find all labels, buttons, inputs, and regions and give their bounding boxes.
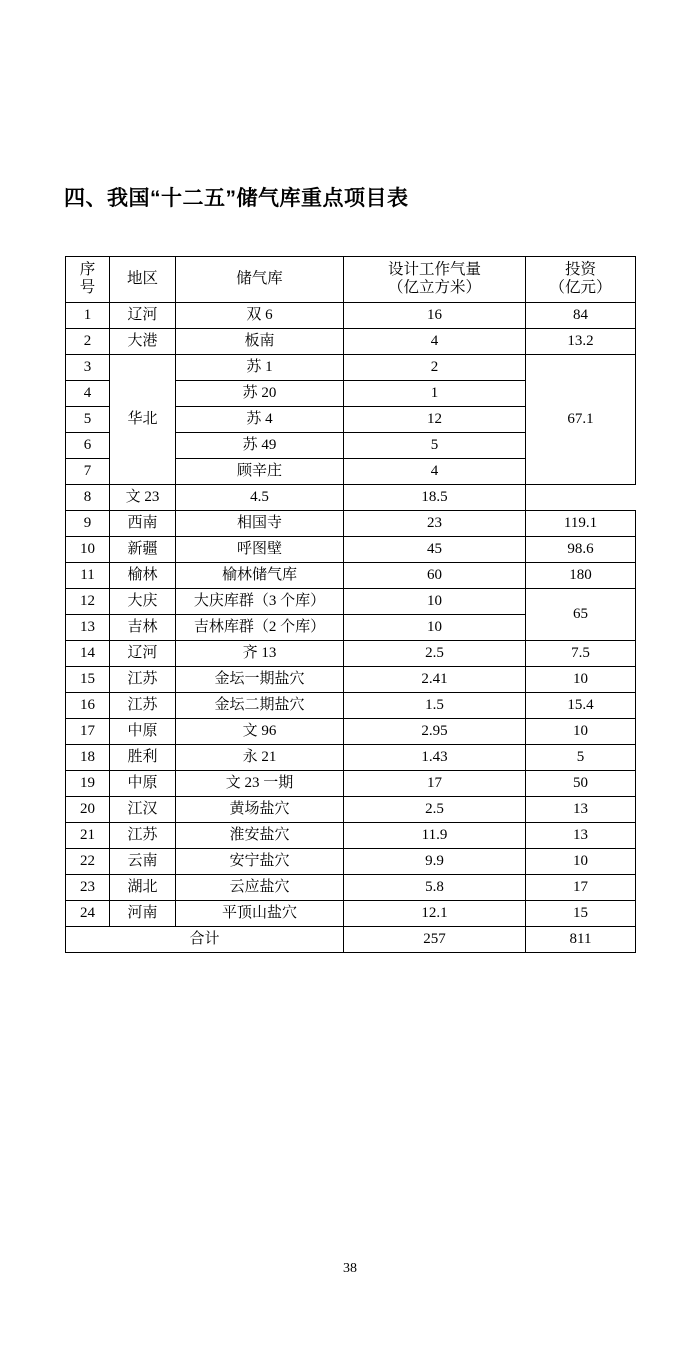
cell-region: 中原 [110,718,176,744]
cell-invest: 65 [526,588,636,640]
cell-no: 22 [66,848,110,874]
cell-storage: 苏 20 [176,380,344,406]
cell-region: 大港 [110,328,176,354]
cell-no: 14 [66,640,110,666]
cell-storage: 齐 13 [176,640,344,666]
cell-invest: 98.6 [526,536,636,562]
table-row [66,744,636,770]
cell-no: 17 [66,718,110,744]
cell-no: 24 [66,900,110,926]
gas-storage-table-container [65,256,635,953]
cell-invest: 18.5 [344,484,526,510]
column-header-investment-line1: 投资 [564,261,596,278]
table-row [66,588,636,614]
cell-invest: 13.2 [526,328,636,354]
cell-total-gas: 257 [344,926,526,952]
cell-storage: 苏 49 [176,432,344,458]
cell-storage: 榆林储气库 [176,562,344,588]
cell-storage: 苏 1 [176,354,344,380]
cell-storage: 淮安盐穴 [176,822,344,848]
cell-total-invest: 811 [526,926,636,952]
cell-region: 中原 [110,770,176,796]
cell-gas: 5.8 [344,874,526,900]
cell-no: 10 [66,536,110,562]
cell-no: 5 [66,406,110,432]
column-header-no [66,257,110,303]
cell-invest: 50 [526,770,636,796]
cell-region: 河南 [110,900,176,926]
cell-storage: 双 6 [176,302,344,328]
cell-gas: 10 [344,614,526,640]
cell-no: 21 [66,822,110,848]
cell-storage: 安宁盐穴 [176,848,344,874]
cell-invest: 10 [526,666,636,692]
cell-region: 辽河 [110,640,176,666]
cell-storage: 平顶山盐穴 [176,900,344,926]
cell-gas: 17 [344,770,526,796]
cell-storage: 文 23 一期 [176,770,344,796]
table-body [66,302,636,952]
cell-region: 湖北 [110,874,176,900]
table-header [66,257,636,303]
cell-no: 15 [66,666,110,692]
table-row [66,822,636,848]
cell-total-label: 合计 [66,926,344,952]
cell-gas: 2.5 [344,796,526,822]
cell-gas: 5 [344,432,526,458]
cell-storage: 大庆库群（3 个库） [176,588,344,614]
cell-no: 6 [66,432,110,458]
cell-no: 2 [66,328,110,354]
cell-invest: 7.5 [526,640,636,666]
cell-region: 华北 [110,354,176,484]
column-header-gas-volume-line1: 设计工作气量 [387,261,481,278]
cell-no: 16 [66,692,110,718]
table-total-row [66,926,636,952]
cell-no: 9 [66,510,110,536]
cell-gas: 12 [344,406,526,432]
column-header-no-line1: 序 [79,261,96,278]
cell-region: 江苏 [110,692,176,718]
cell-no: 7 [66,458,110,484]
table-row [66,640,636,666]
cell-storage: 文 96 [176,718,344,744]
cell-storage: 文 23 [110,484,176,510]
cell-invest: 15 [526,900,636,926]
table-row [66,666,636,692]
cell-region: 江苏 [110,666,176,692]
cell-invest: 10 [526,718,636,744]
cell-gas: 12.1 [344,900,526,926]
table-row [66,900,636,926]
cell-no: 20 [66,796,110,822]
cell-gas: 60 [344,562,526,588]
table-row [66,874,636,900]
cell-invest: 17 [526,874,636,900]
cell-storage: 板南 [176,328,344,354]
table-row [66,328,636,354]
table-row [66,510,636,536]
cell-storage: 苏 4 [176,406,344,432]
cell-gas: 16 [344,302,526,328]
cell-region: 西南 [110,510,176,536]
column-header-gas-volume [344,257,526,303]
cell-gas: 2.5 [344,640,526,666]
table-row [66,692,636,718]
table-row [66,796,636,822]
cell-no: 4 [66,380,110,406]
cell-gas: 4 [344,328,526,354]
cell-invest: 13 [526,796,636,822]
table-row [66,484,636,510]
cell-gas: 4 [344,458,526,484]
cell-gas: 2.41 [344,666,526,692]
cell-storage: 吉林库群（2 个库） [176,614,344,640]
cell-gas: 2.95 [344,718,526,744]
cell-invest: 180 [526,562,636,588]
cell-region: 榆林 [110,562,176,588]
page-number: 38 [343,1261,357,1276]
cell-gas: 23 [344,510,526,536]
column-header-investment [526,257,636,303]
cell-gas: 10 [344,588,526,614]
cell-storage: 黄场盐穴 [176,796,344,822]
cell-no: 1 [66,302,110,328]
cell-no: 19 [66,770,110,796]
cell-no: 23 [66,874,110,900]
cell-storage: 云应盐穴 [176,874,344,900]
cell-invest: 15.4 [526,692,636,718]
cell-region: 江苏 [110,822,176,848]
cell-invest: 13 [526,822,636,848]
gas-storage-table [65,256,636,953]
table-header-row [66,257,636,303]
cell-gas: 11.9 [344,822,526,848]
cell-region: 胜利 [110,744,176,770]
cell-storage: 相国寺 [176,510,344,536]
table-row [66,302,636,328]
cell-storage: 永 21 [176,744,344,770]
column-header-storage: 储气库 [176,257,344,303]
cell-storage: 呼图壁 [176,536,344,562]
cell-invest: 5 [526,744,636,770]
table-row [66,536,636,562]
page-title: 四、我国“十二五”储气库重点项目表 [64,187,409,210]
cell-region: 新疆 [110,536,176,562]
cell-invest: 119.1 [526,510,636,536]
cell-invest: 10 [526,848,636,874]
cell-region: 江汉 [110,796,176,822]
cell-no: 8 [66,484,110,510]
cell-no: 11 [66,562,110,588]
cell-gas: 1.5 [344,692,526,718]
cell-no: 13 [66,614,110,640]
column-header-region: 地区 [110,257,176,303]
cell-region: 大庆 [110,588,176,614]
table-row [66,718,636,744]
cell-gas: 45 [344,536,526,562]
cell-gas: 1 [344,380,526,406]
cell-no: 3 [66,354,110,380]
cell-invest: 84 [526,302,636,328]
table-row [66,354,636,380]
column-header-gas-volume-line2: （亿立方米） [387,278,481,296]
column-header-no-line2: 号 [79,278,96,296]
cell-gas: 9.9 [344,848,526,874]
cell-storage: 金坛一期盐穴 [176,666,344,692]
cell-storage: 顾辛庄 [176,458,344,484]
cell-gas: 4.5 [176,484,344,510]
column-header-investment-line2: （亿元） [549,278,612,296]
cell-gas: 1.43 [344,744,526,770]
cell-no: 18 [66,744,110,770]
cell-invest: 67.1 [526,354,636,484]
cell-gas: 2 [344,354,526,380]
cell-region: 吉林 [110,614,176,640]
cell-storage: 金坛二期盐穴 [176,692,344,718]
cell-no: 12 [66,588,110,614]
cell-region: 辽河 [110,302,176,328]
table-row [66,848,636,874]
table-row [66,770,636,796]
table-row [66,562,636,588]
cell-region: 云南 [110,848,176,874]
